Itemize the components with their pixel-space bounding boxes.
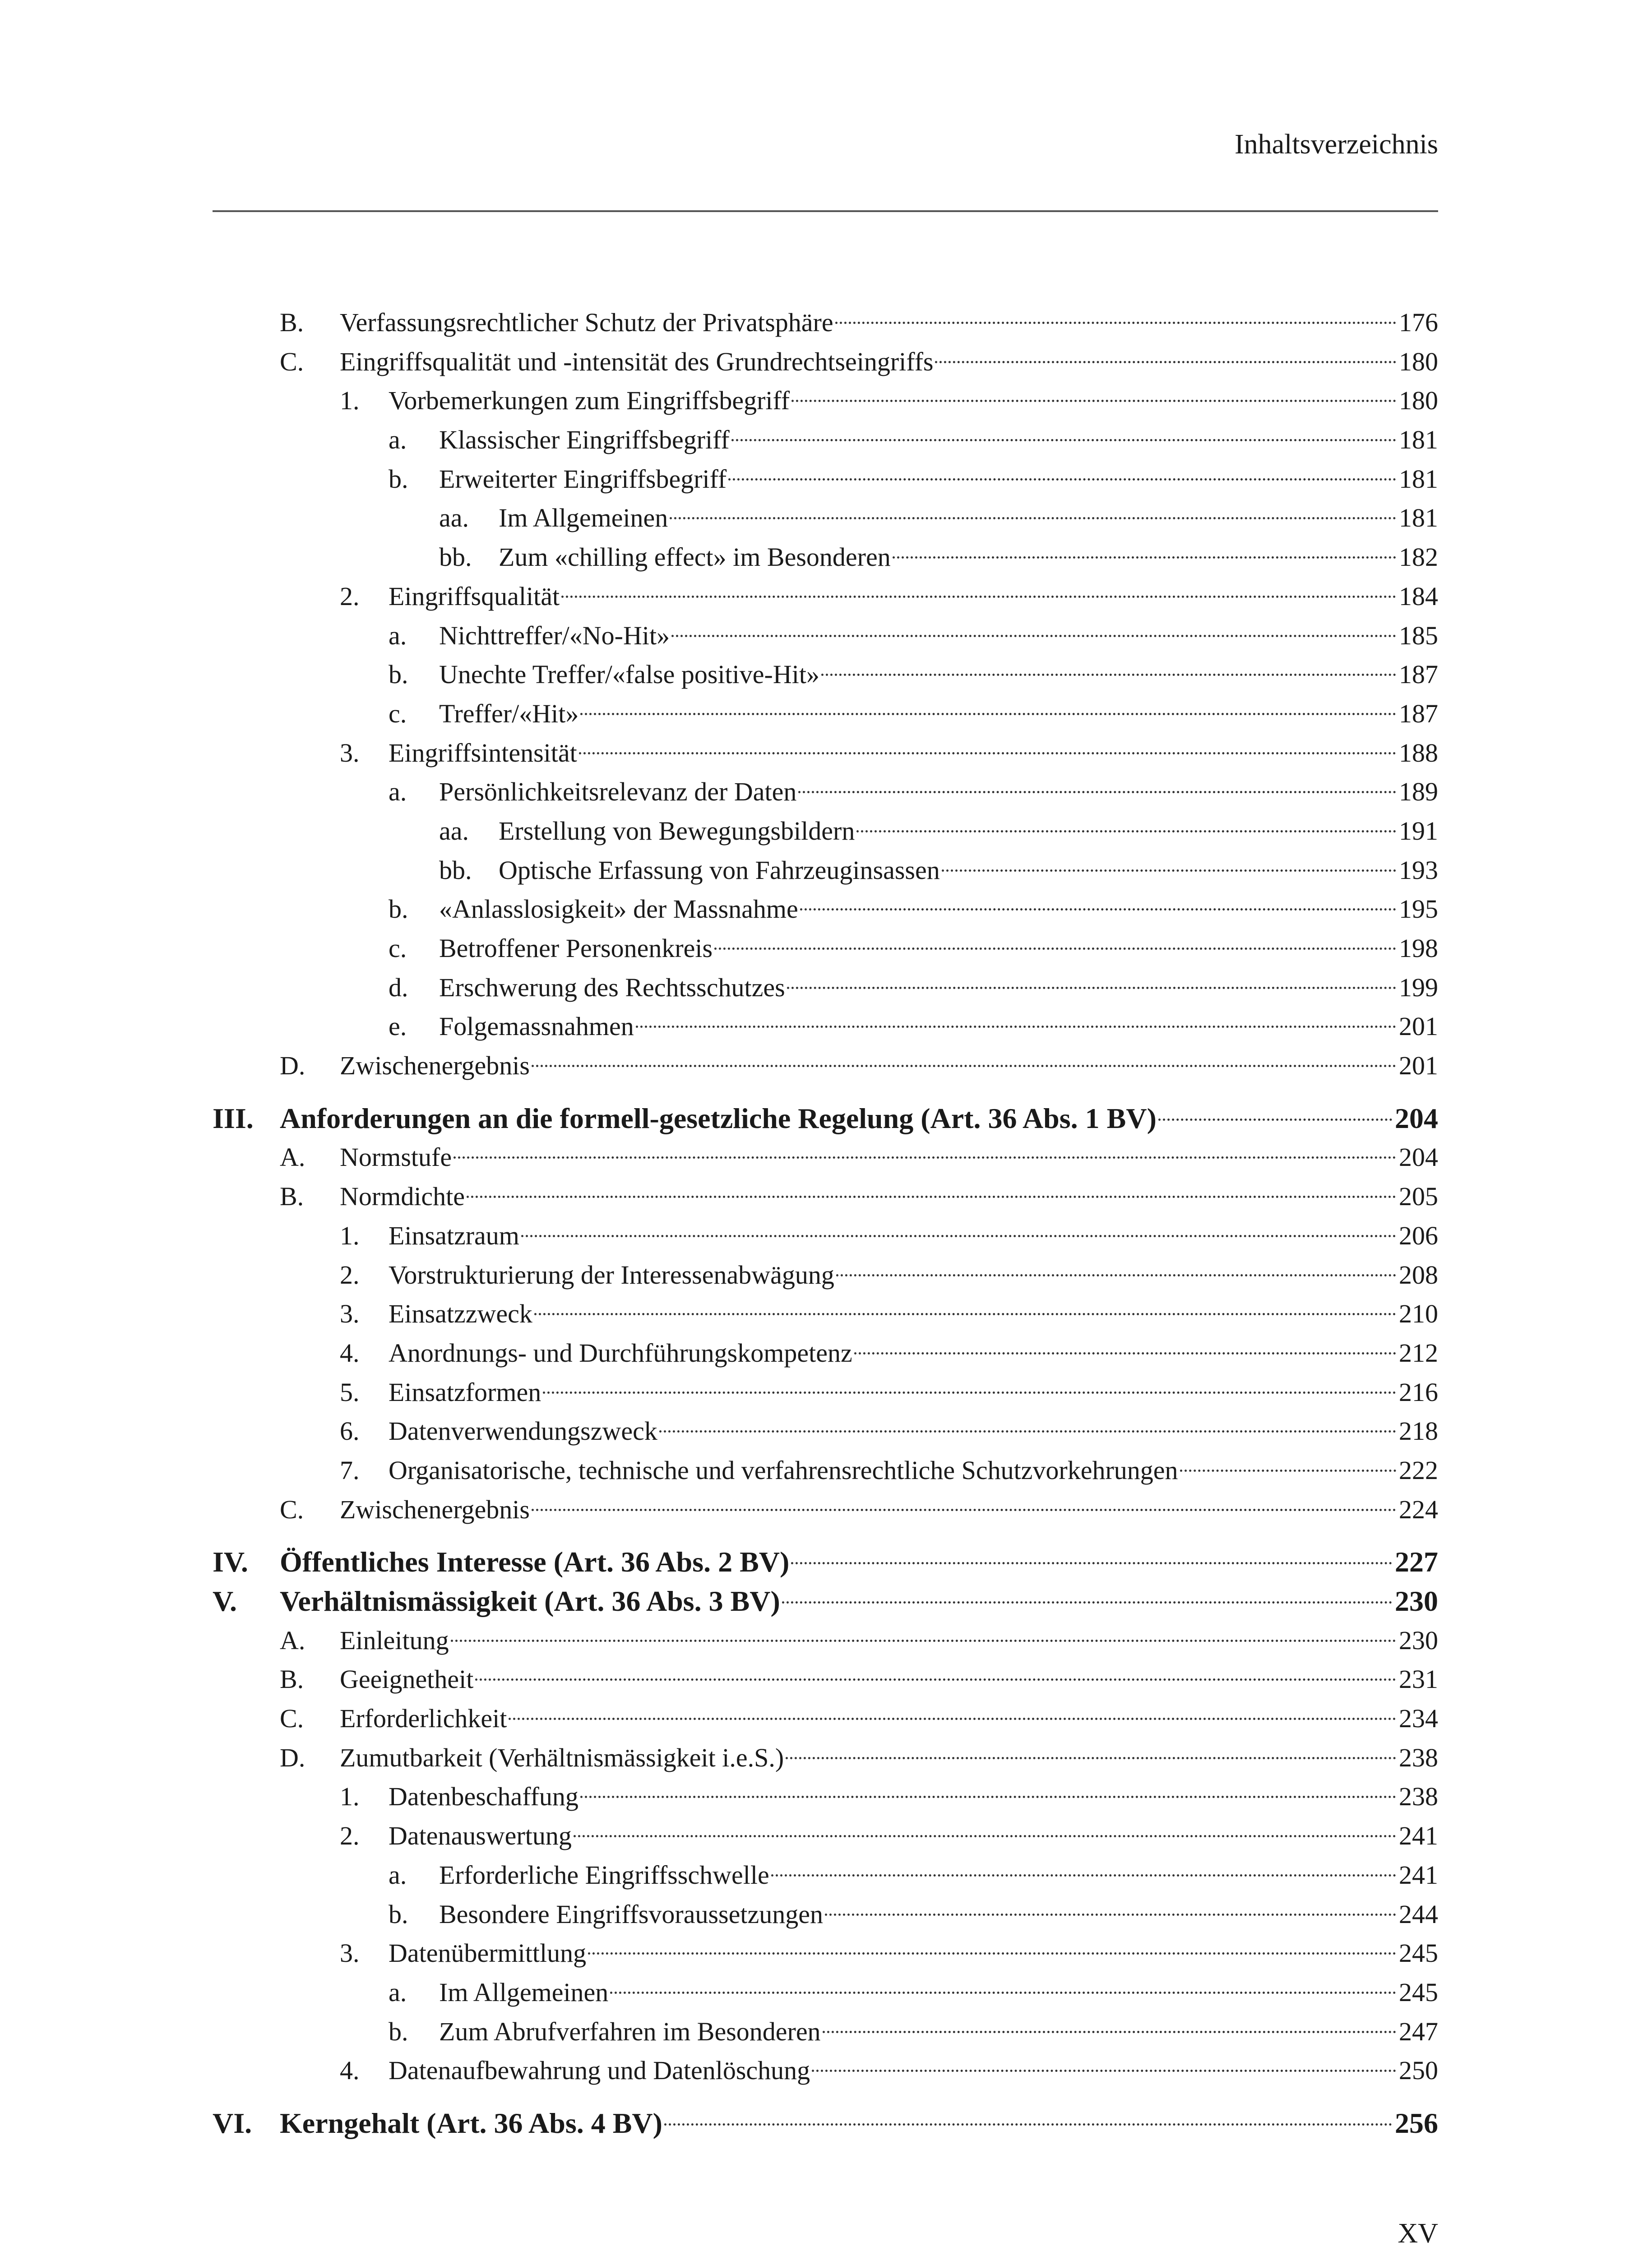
toc-entry[interactable]	[0, 499, 1652, 538]
dot-leader	[475, 1678, 1396, 1681]
toc-entry-title: Eingriffsqualität	[389, 581, 560, 611]
toc-entry-page: 224	[1399, 1494, 1438, 1524]
toc-entry-title: Zum «chilling effect» im Besonderen	[499, 542, 891, 572]
toc-entry[interactable]	[0, 1490, 1652, 1530]
toc-entry[interactable]	[0, 342, 1652, 382]
toc-entry[interactable]	[0, 1934, 1652, 1973]
toc-entry[interactable]	[0, 734, 1652, 773]
toc-entry[interactable]	[0, 1543, 1652, 1582]
toc-entry-title: Nichttreffer/«No-Hit»	[439, 620, 670, 650]
toc-entry-page: 222	[1399, 1455, 1438, 1485]
toc-entry-number: B.	[280, 308, 304, 337]
toc-entry-page: 195	[1399, 894, 1438, 924]
toc-entry-number: B.	[280, 1182, 304, 1211]
toc-entry-page: 241	[1399, 1860, 1438, 1890]
dot-leader	[835, 322, 1396, 324]
toc-entry-number: a.	[389, 425, 407, 455]
toc-entry-title: Einsatzzweck	[389, 1299, 532, 1329]
toc-entry-number: a.	[389, 1977, 407, 2007]
toc-entry-title: Erforderlichkeit	[340, 1704, 507, 1734]
toc-entry-title: Einsatzraum	[389, 1220, 519, 1250]
toc-entry-title: Einleitung	[340, 1625, 449, 1655]
toc-entry-page: 181	[1399, 503, 1438, 533]
toc-entry-page: 234	[1399, 1704, 1438, 1734]
toc-entry-page: 182	[1399, 542, 1438, 572]
toc-entry-page: 185	[1399, 620, 1438, 650]
dot-leader	[451, 1640, 1396, 1642]
dot-leader	[671, 635, 1396, 637]
toc-entry-title: Folgemassnahmen	[439, 1012, 634, 1041]
toc-entry-page: 227	[1395, 1546, 1438, 1578]
toc-entry[interactable]	[0, 968, 1652, 1008]
toc-entry-page: 230	[1399, 1625, 1438, 1655]
toc-entry-number: 4.	[340, 1338, 360, 1368]
toc-entry[interactable]	[0, 2012, 1652, 2052]
toc-entry[interactable]	[0, 655, 1652, 694]
toc-entry-page: 238	[1399, 1782, 1438, 1812]
toc-entry-title: Öffentliches Interesse (Art. 36 Abs. 2 BV)	[280, 1546, 790, 1578]
toc-entry-page: 201	[1399, 1012, 1438, 1041]
toc-entry-title: Zwischenergebnis	[340, 1051, 530, 1081]
toc-entry[interactable]	[0, 1216, 1652, 1256]
toc-entry-page: 210	[1399, 1299, 1438, 1329]
dot-leader	[580, 713, 1396, 715]
dot-leader	[534, 1313, 1396, 1315]
dot-leader	[854, 1352, 1396, 1355]
toc-entry-title: Kerngehalt (Art. 36 Abs. 4 BV)	[280, 2107, 662, 2139]
dot-leader	[714, 948, 1396, 950]
toc-entry-number: aa.	[439, 503, 469, 533]
toc-entry-number: bb.	[439, 855, 472, 885]
toc-entry-number: D.	[280, 1743, 305, 1772]
dot-leader	[636, 1026, 1396, 1028]
table-of-contents	[0, 303, 1652, 2143]
toc-entry-page: 180	[1399, 386, 1438, 416]
toc-entry[interactable]	[0, 1256, 1652, 1295]
toc-entry-title: Verhältnismässigkeit (Art. 36 Abs. 3 BV)	[280, 1585, 780, 1617]
toc-entry-number: 1.	[340, 386, 360, 416]
toc-entry-title: Datenaufbewahrung und Datenlöschung	[389, 2056, 810, 2085]
toc-entry-page: 218	[1399, 1416, 1438, 1446]
toc-entry[interactable]	[0, 1099, 1652, 1138]
toc-entry-number: e.	[389, 1012, 407, 1041]
toc-entry[interactable]	[0, 303, 1652, 342]
dot-leader	[588, 1952, 1396, 1955]
toc-entry-page: 187	[1399, 698, 1438, 728]
dot-leader	[800, 908, 1396, 911]
toc-entry-page: 216	[1399, 1377, 1438, 1407]
toc-entry-page: 184	[1399, 581, 1438, 611]
toc-entry-number: 2.	[340, 581, 360, 611]
toc-entry-page: 204	[1399, 1142, 1438, 1172]
toc-entry-page: 201	[1399, 1051, 1438, 1081]
header-rule	[213, 210, 1438, 212]
running-head: Inhaltsverzeichnis	[1234, 129, 1438, 160]
dot-leader	[509, 1718, 1396, 1720]
toc-entry[interactable]	[0, 421, 1652, 460]
toc-entry-title: «Anlasslosigkeit» der Massnahme	[439, 894, 798, 924]
toc-entry-page: 181	[1399, 464, 1438, 494]
dot-leader	[664, 2123, 1392, 2126]
dot-leader	[453, 1156, 1396, 1159]
toc-entry-number: 7.	[340, 1455, 360, 1485]
dot-leader	[574, 1835, 1396, 1837]
dot-leader	[893, 556, 1396, 559]
dot-leader	[532, 1509, 1396, 1511]
dot-leader	[856, 830, 1396, 832]
toc-entry[interactable]	[0, 1973, 1652, 2012]
toc-entry[interactable]	[0, 616, 1652, 656]
toc-entry-page: 230	[1395, 1585, 1438, 1617]
toc-entry[interactable]	[0, 812, 1652, 851]
dot-leader	[659, 1430, 1396, 1433]
toc-entry-title: Besondere Eingriffsvoraussetzungen	[439, 1899, 823, 1929]
toc-entry[interactable]	[0, 772, 1652, 812]
dot-leader	[1180, 1470, 1396, 1472]
toc-entry-title: Erstellung von Bewegungsbildern	[499, 816, 855, 846]
toc-entry-number: a.	[389, 1860, 407, 1890]
dot-leader	[791, 400, 1396, 402]
dot-leader	[580, 1796, 1396, 1798]
dot-leader	[579, 752, 1396, 754]
toc-entry-page: 193	[1399, 855, 1438, 885]
toc-entry-page: 187	[1399, 660, 1438, 689]
dot-leader	[812, 2070, 1396, 2072]
toc-entry-title: Zum Abrufverfahren im Besonderen	[439, 2016, 821, 2046]
toc-entry[interactable]	[0, 538, 1652, 577]
toc-entry-page: 250	[1399, 2056, 1438, 2085]
toc-entry-page: 181	[1399, 425, 1438, 455]
toc-entry-title: Betroffener Personenkreis	[439, 934, 713, 963]
toc-entry-number: d.	[389, 972, 408, 1002]
dot-leader	[821, 674, 1396, 676]
toc-entry[interactable]	[0, 1817, 1652, 1856]
page-number: XV	[1397, 2218, 1438, 2249]
dot-leader	[823, 2031, 1396, 2033]
toc-entry-title: Im Allgemeinen	[439, 1977, 609, 2007]
toc-entry-number: c.	[389, 934, 407, 963]
toc-entry-number: III.	[213, 1102, 254, 1134]
toc-entry[interactable]	[0, 1582, 1652, 1621]
dot-leader	[782, 1601, 1392, 1604]
toc-entry-number: 4.	[340, 2056, 360, 2085]
toc-entry[interactable]	[0, 1138, 1652, 1177]
toc-entry-page: 256	[1395, 2107, 1438, 2139]
toc-entry-number: A.	[280, 1625, 305, 1655]
toc-entry-number: b.	[389, 660, 408, 689]
dot-leader	[825, 1914, 1396, 1916]
dot-leader	[610, 1992, 1396, 1994]
toc-entry-title: Eingriffsqualität und -intensität des Grundrechtseingriffs	[340, 347, 934, 376]
toc-entry[interactable]	[0, 1177, 1652, 1216]
dot-leader	[731, 439, 1396, 441]
toc-entry[interactable]	[0, 1660, 1652, 1699]
toc-entry-page: 247	[1399, 2016, 1438, 2046]
toc-entry-number: 1.	[340, 1220, 360, 1250]
dot-leader	[836, 1274, 1396, 1276]
dot-leader	[787, 987, 1396, 989]
toc-entry-number: b.	[389, 1899, 408, 1929]
toc-entry-title: Geeignetheit	[340, 1664, 474, 1694]
toc-entry[interactable]	[0, 851, 1652, 890]
toc-entry-number: a.	[389, 777, 407, 807]
toc-entry[interactable]	[0, 1856, 1652, 1895]
toc-entry-number: aa.	[439, 816, 469, 846]
toc-entry[interactable]	[0, 1621, 1652, 1660]
toc-entry-number: b.	[389, 2016, 408, 2046]
toc-entry-title: Klassischer Eingriffsbegriff	[439, 425, 730, 455]
dot-leader	[935, 361, 1396, 363]
toc-entry[interactable]	[0, 1895, 1652, 1934]
toc-entry-page: 176	[1399, 308, 1438, 337]
toc-entry-page: 188	[1399, 738, 1438, 767]
toc-entry-page: 245	[1399, 1977, 1438, 2007]
toc-entry-page: 245	[1399, 1938, 1438, 1968]
toc-entry-page: 238	[1399, 1743, 1438, 1772]
toc-entry-number: C.	[280, 347, 304, 376]
dot-leader	[467, 1196, 1396, 1198]
dot-leader	[786, 1757, 1396, 1759]
toc-entry[interactable]	[0, 460, 1652, 499]
toc-entry-page: 244	[1399, 1899, 1438, 1929]
dot-leader	[798, 791, 1396, 793]
toc-entry-number: B.	[280, 1664, 304, 1694]
toc-entry-page: 241	[1399, 1821, 1438, 1851]
toc-entry-title: Normdichte	[340, 1182, 465, 1211]
toc-entry[interactable]	[0, 2051, 1652, 2090]
toc-entry-number: c.	[389, 698, 407, 728]
toc-entry-title: Unechte Treffer/«false positive-Hit»	[439, 660, 819, 689]
toc-entry-number: C.	[280, 1704, 304, 1734]
toc-entry-title: Verfassungsrechtlicher Schutz der Privatsphäre	[340, 308, 833, 337]
toc-entry-title: Einsatzformen	[389, 1377, 541, 1407]
toc-entry[interactable]	[0, 577, 1652, 616]
toc-entry-number: a.	[389, 620, 407, 650]
toc-entry-title: Erforderliche Eingriffsschwelle	[439, 1860, 769, 1890]
toc-entry-page: 208	[1399, 1260, 1438, 1290]
toc-entry-page: 204	[1395, 1102, 1438, 1134]
toc-entry[interactable]	[0, 1738, 1652, 1778]
dot-leader	[728, 478, 1396, 481]
toc-entry-title: Anordnungs- und Durchführungskompetenz	[389, 1338, 852, 1368]
toc-entry-number: IV.	[213, 1546, 248, 1578]
toc-entry-number: 2.	[340, 1821, 360, 1851]
toc-entry[interactable]	[0, 1294, 1652, 1334]
dot-leader	[670, 517, 1396, 519]
dot-leader	[942, 869, 1396, 872]
toc-entry-number: 2.	[340, 1260, 360, 1290]
toc-entry[interactable]	[0, 890, 1652, 929]
toc-entry-title: Treffer/«Hit»	[439, 698, 579, 728]
toc-entry-page: 180	[1399, 347, 1438, 376]
toc-entry-number: 3.	[340, 1938, 360, 1968]
toc-entry[interactable]	[0, 2104, 1652, 2143]
dot-leader	[1158, 1119, 1392, 1121]
toc-entry-title: Erschwerung des Rechtsschutzes	[439, 972, 785, 1002]
toc-entry[interactable]	[0, 1699, 1652, 1738]
toc-entry-title: Vorstrukturierung der Interessenabwägung	[389, 1260, 834, 1290]
toc-entry-page: 199	[1399, 972, 1438, 1002]
toc-entry-number: bb.	[439, 542, 472, 572]
toc-entry[interactable]	[0, 1007, 1652, 1046]
toc-entry-number: 3.	[340, 1299, 360, 1329]
toc-entry-title: Datenübermittlung	[389, 1938, 587, 1968]
toc-entry-page: 206	[1399, 1220, 1438, 1250]
toc-entry-number: 1.	[340, 1782, 360, 1812]
toc-entry-title: Datenauswertung	[389, 1821, 572, 1851]
toc-entry[interactable]	[0, 1777, 1652, 1817]
toc-entry-number: 3.	[340, 738, 360, 767]
toc-entry-number: A.	[280, 1142, 305, 1172]
toc-entry[interactable]	[0, 694, 1652, 734]
toc-entry[interactable]	[0, 1046, 1652, 1086]
toc-entry-title: Erweiterter Eingriffsbegriff	[439, 464, 727, 494]
dot-leader	[532, 1065, 1396, 1067]
toc-entry[interactable]	[0, 1412, 1652, 1451]
toc-entry-title: Im Allgemeinen	[499, 503, 668, 533]
toc-entry-number: VI.	[213, 2107, 252, 2139]
toc-entry-number: D.	[280, 1051, 305, 1081]
toc-entry-page: 198	[1399, 934, 1438, 963]
toc-entry-title: Persönlichkeitsrelevanz der Daten	[439, 777, 797, 807]
dot-leader	[561, 596, 1396, 598]
toc-entry-page: 212	[1399, 1338, 1438, 1368]
dot-leader	[791, 1562, 1392, 1564]
toc-entry-title: Optische Erfassung von Fahrzeuginsassen	[499, 855, 940, 885]
toc-entry-number: b.	[389, 894, 408, 924]
toc-entry-title: Datenbeschaffung	[389, 1782, 578, 1812]
toc-entry-title: Vorbemerkungen zum Eingriffsbegriff	[389, 386, 790, 416]
toc-entry-number: 6.	[340, 1416, 360, 1446]
toc-entry-page: 205	[1399, 1182, 1438, 1211]
toc-entry-page: 231	[1399, 1664, 1438, 1694]
toc-entry-title: Normstufe	[340, 1142, 452, 1172]
toc-entry-number: C.	[280, 1494, 304, 1524]
toc-entry-title: Zwischenergebnis	[340, 1494, 530, 1524]
toc-entry-number: 5.	[340, 1377, 360, 1407]
toc-entry-page: 189	[1399, 777, 1438, 807]
toc-entry[interactable]	[0, 1451, 1652, 1490]
toc-entry[interactable]	[0, 929, 1652, 968]
toc-entry[interactable]	[0, 1334, 1652, 1373]
toc-entry-title: Zumutbarkeit (Verhältnismässigkeit i.e.S.)	[340, 1743, 784, 1772]
dot-leader	[771, 1874, 1396, 1877]
toc-entry-title: Anforderungen an die formell-gesetzliche Regelung (Art. 36 Abs. 1 BV)	[280, 1102, 1157, 1134]
toc-entry-page: 191	[1399, 816, 1438, 846]
toc-entry-title: Eingriffsintensität	[389, 738, 577, 767]
toc-entry[interactable]	[0, 381, 1652, 421]
toc-entry[interactable]	[0, 1373, 1652, 1412]
dot-leader	[521, 1235, 1396, 1237]
toc-entry-number: V.	[213, 1585, 237, 1617]
dot-leader	[543, 1392, 1396, 1394]
toc-entry-title: Organisatorische, technische und verfahrensrechtliche Schutzvorkehrungen	[389, 1455, 1178, 1485]
toc-entry-title: Datenverwendungszweck	[389, 1416, 657, 1446]
toc-entry-number: b.	[389, 464, 408, 494]
